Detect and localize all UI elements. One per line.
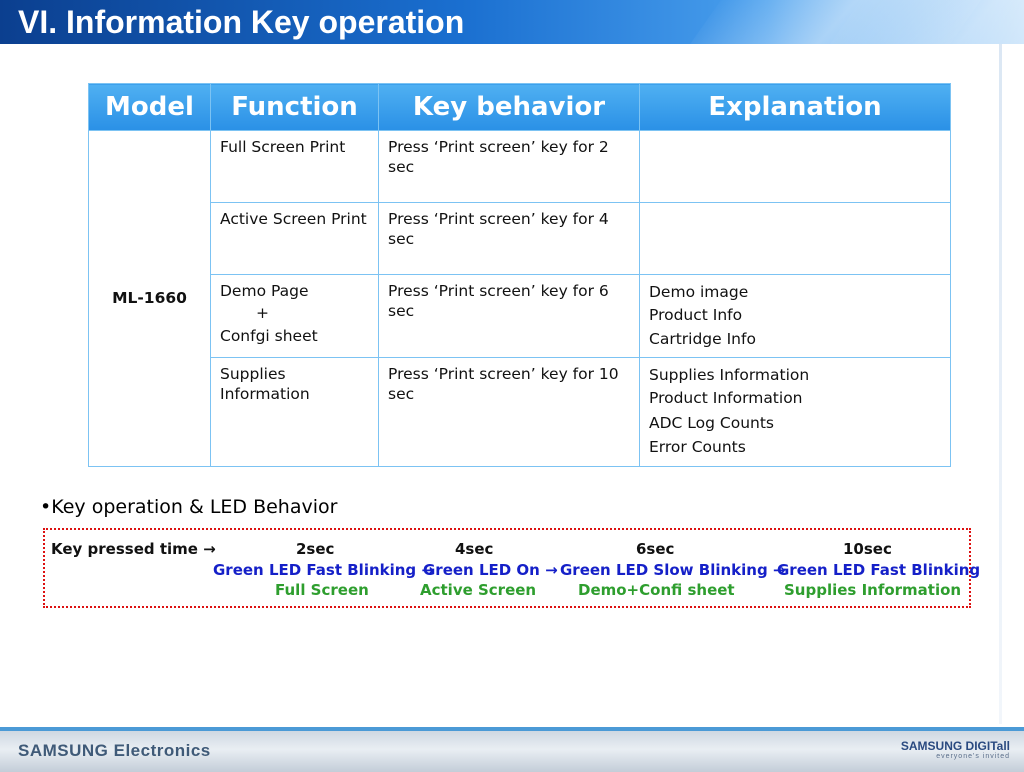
explanation-cell bbox=[640, 275, 951, 358]
digitall-brand-text: SAMSUNG DIGITall bbox=[900, 739, 1010, 753]
samsung-digitall-logo bbox=[901, 739, 1010, 760]
explanation-line: Product Information bbox=[649, 389, 803, 407]
function-text: Confgi sheet bbox=[220, 327, 318, 345]
explanation-line: Demo image bbox=[649, 283, 749, 301]
result-full-screen: Full Screen bbox=[275, 581, 369, 599]
time-2sec: 2sec bbox=[296, 540, 335, 558]
function-cell bbox=[211, 358, 379, 467]
led-behavior-box bbox=[43, 528, 981, 608]
key-behavior-cell: Press ‘Print screen’ key for 4 sec bbox=[379, 203, 640, 275]
footer-bar bbox=[0, 727, 1024, 772]
digitall-tagline: everyone's invited bbox=[936, 753, 1010, 760]
header-function: Function bbox=[211, 84, 379, 131]
table-header-row bbox=[89, 84, 951, 131]
slide-title: VI. Information Key operation bbox=[18, 4, 465, 40]
led-behavior-10sec: Green LED Fast Blinking bbox=[777, 561, 981, 579]
table-row bbox=[89, 203, 951, 275]
function-text: Active Screen Print bbox=[220, 210, 367, 228]
result-supplies-info: Supplies Information bbox=[784, 581, 962, 599]
function-cell bbox=[211, 275, 379, 358]
explanation-line: Supplies Information bbox=[649, 366, 810, 384]
time-10sec: 10sec bbox=[843, 540, 892, 558]
function-cell bbox=[211, 131, 379, 203]
function-text: Full Screen Print bbox=[220, 138, 346, 156]
explanation-line: Error Counts bbox=[649, 438, 746, 456]
information-key-table bbox=[88, 83, 951, 467]
explanation-cell bbox=[640, 131, 951, 203]
header-key-behavior: Key behavior bbox=[379, 84, 640, 131]
time-6sec: 6sec bbox=[636, 540, 675, 558]
function-text: Supplies Information bbox=[220, 365, 310, 403]
right-divider bbox=[999, 44, 1002, 724]
time-4sec: 4sec bbox=[455, 540, 494, 558]
function-text: Demo Page bbox=[220, 282, 309, 300]
table-row bbox=[89, 131, 951, 203]
header-model: Model bbox=[89, 84, 211, 131]
result-demo-confi: Demo+Confi sheet bbox=[578, 581, 735, 599]
function-cell bbox=[211, 203, 379, 275]
explanation-line: ADC Log Counts bbox=[649, 413, 775, 432]
led-behavior-4sec: Green LED On → bbox=[423, 561, 558, 579]
key-pressed-time-label: Key pressed time → bbox=[51, 540, 216, 558]
led-behavior-2sec: Green LED Fast Blinking → bbox=[213, 561, 434, 579]
explanation-cell bbox=[640, 203, 951, 275]
result-active-screen: Active Screen bbox=[420, 581, 537, 599]
led-behavior-6sec: Green LED Slow Blinking → bbox=[560, 561, 786, 579]
model-cell: ML-1660 bbox=[89, 131, 211, 467]
samsung-electronics-logo: SAMSUNG Electronics bbox=[18, 741, 211, 760]
key-behavior-cell: Press ‘Print screen’ key for 10 sec bbox=[379, 358, 640, 467]
table-row bbox=[89, 275, 951, 358]
title-bar bbox=[0, 0, 1024, 44]
key-behavior-cell: Press ‘Print screen’ key for 2 sec bbox=[379, 131, 640, 203]
key-behavior-cell: Press ‘Print screen’ key for 6 sec bbox=[379, 275, 640, 358]
explanation-line: Cartridge Info bbox=[649, 330, 756, 348]
explanation-cell bbox=[640, 358, 951, 467]
table-row bbox=[89, 358, 951, 467]
bullet-heading: •Key operation & LED Behavior bbox=[40, 496, 338, 518]
function-text: + bbox=[256, 304, 269, 322]
explanation-line: Product Info bbox=[649, 306, 743, 324]
header-explanation: Explanation bbox=[640, 84, 951, 131]
